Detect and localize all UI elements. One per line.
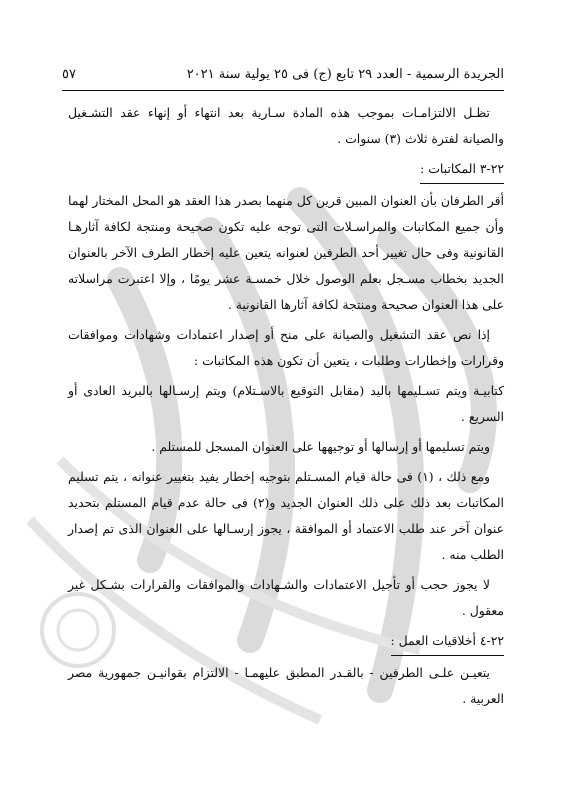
paragraph: أقر الطرفان بأن العنوان المبين قرين كل منهما بصدر هذا العقد هو المحل المختار لهما وأن جميع المكاتبات والمراسـلات التى توجه عليه تكون صحيحة ومنتجة لكافة آثارهـا القانونية وفى حال تغيير أحد الطرفين لعنوانه يتعين عليه إخطار الطرف الآخر بالعنوان الجديد بخطاب مسـجل بعلم الوصول خلال خمسـة عشر يومًا ، وإلا اعتبرت مراسلاته على هذا العنوان صحيحة ومنتجة لكافة آثارها القانونية . [68,193,504,312]
page-number: ٥٧ [62,66,76,82]
paragraph: ومع ذلك ، (١) فى حالة قيام المسـتلم بتوجيه إخطار يفيد بتغيير عنوانه ، يتم تسليم المكاتبات بعد ذلك على ذلك العنوان الجديد و(٢) فى حالة عدم قيام المستلم بتحديد عنوان آخر عند طلب الاعتماد أو الموافقة ، يجوز إرسـالها على العنوان الذى تم إصدار الطلب منه . [68,469,504,562]
paragraph: ويتم تسليمها أو إرسالها أو توجيهها على العنوان المسجل للمستلم . [151,439,490,454]
paragraph: يتعيـن علـى الطرفين - بالقـدر المطبق عليهمـا - الالتزام بقوانيـن جمهورية مصر العربية . [68,665,504,706]
paragraph: لا يجوز حجب أو تأجيل الاعتمادات والشـهادات والموافقات والقرارات بشـكل غير معقول . [68,577,504,618]
paragraph: تظـل الالتزامـات بموجب هذه المادة سـارية بعد انتهاء أو إنهاء عقد التشـغيل والصيانة لفترة ثلاث (٣) سنوات . [68,105,504,146]
paragraph: إذا نص عقد التشغيل والصيانة على منح أو إصدار اعتمادات وشهادات وموافقات وقرارات وإخطارات وطلبات ، يتعين أن تكون هذه المكاتبات : [68,327,504,368]
section-heading: ٢٢-٣ المكاتبات : [420,156,504,184]
document-body [68,100,504,716]
header-divider [62,90,504,91]
paragraph: كتابيـة ويتم تسـليمها باليد (مقابل التوقيع بالاسـتلام) ويتم إرسـالها بالبريد العادى أو السريع . [68,383,504,424]
section-heading: ٢٢-٤ أخلاقيات العمل : [391,628,505,656]
page-header [62,62,504,86]
header-title: الجريدة الرسمية - العدد ٢٩ تابع (ج) فى ٢٥ يولية سنة ٢٠٢١ [186,66,504,82]
